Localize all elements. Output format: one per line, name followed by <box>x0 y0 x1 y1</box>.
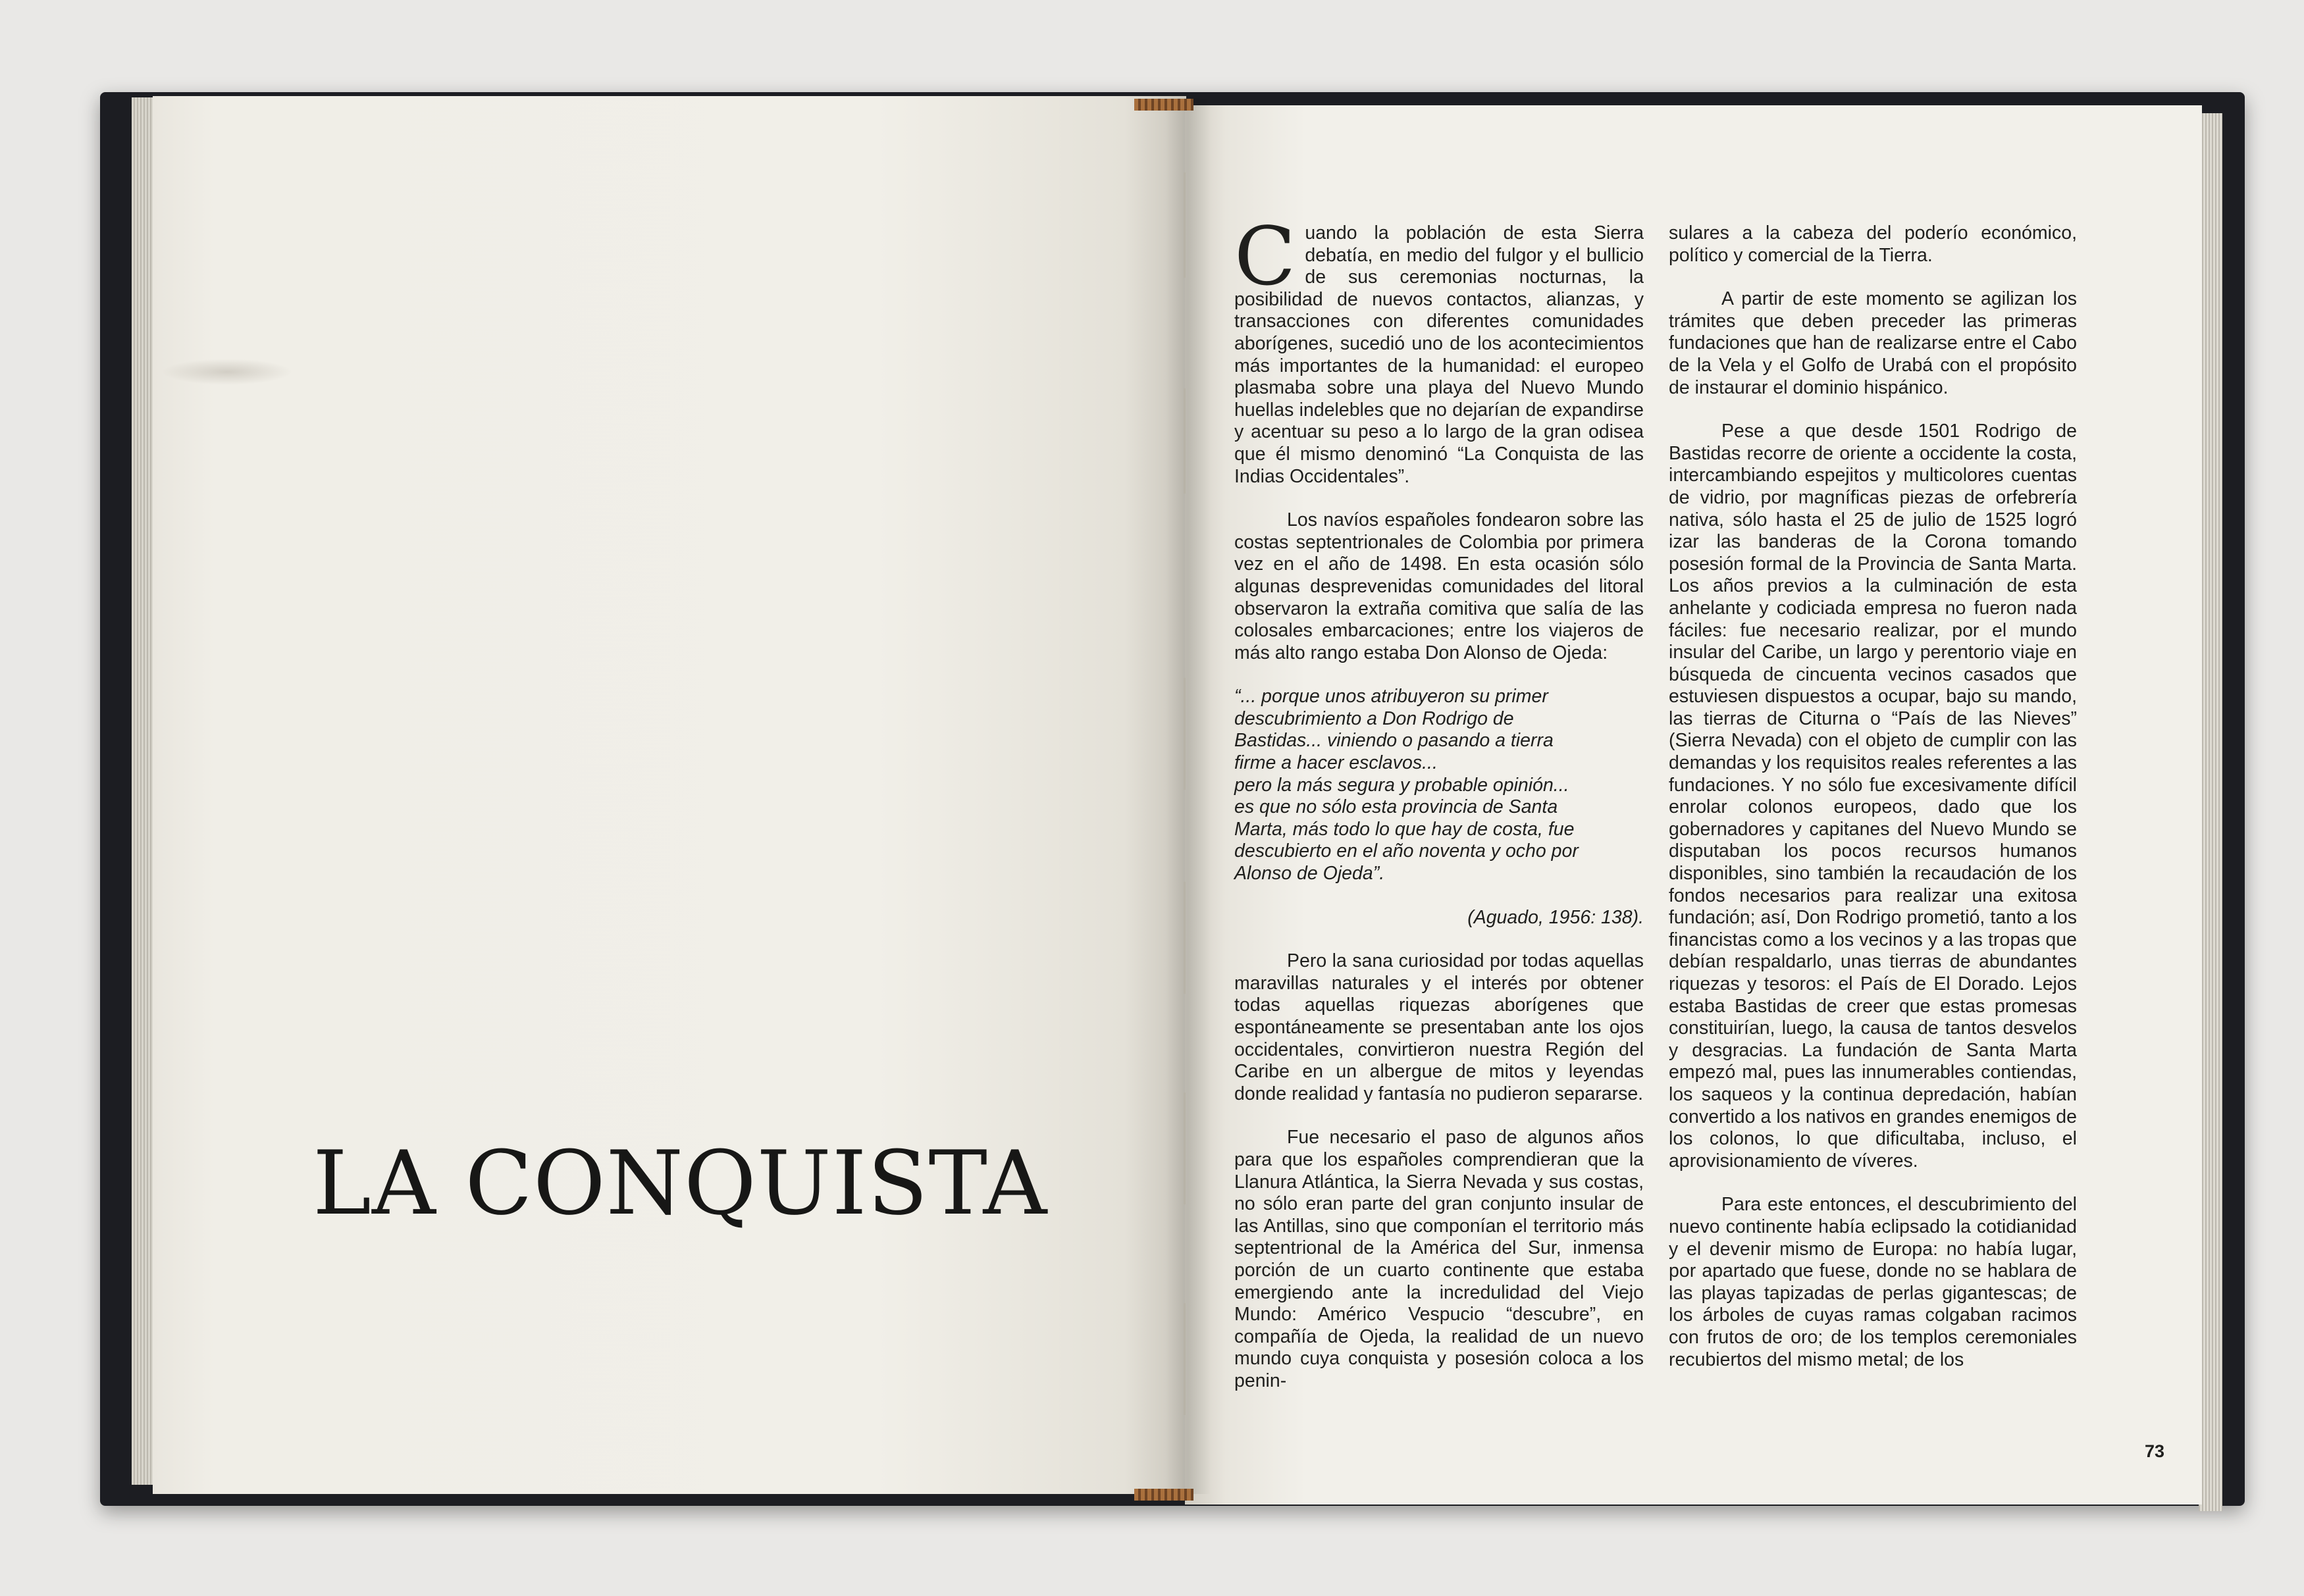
binding-thread <box>1184 172 1186 278</box>
quote-line: descubierto en el año noventa y ocho por <box>1234 840 1579 862</box>
paragraph: Para este entonces, el descubrimiento del nuevo continente había eclipsado la cotidianidad y el devenir mismo de Europa: no había lugar, por apartado que fuese, donde no se hablara de las playas tapizadas de perlas gigantescas; de los árboles de cuyas ramas colgaban racimos con frutos de oro; de los templos ceremoniales recubiertos del mismo metal; de los <box>1669 1194 2077 1370</box>
quote-line: Alonso de Ojeda”. <box>1234 863 1385 885</box>
paragraph: Pero la sana curiosidad por todas aquellas maravillas naturales y el interés por obtener todas aquellas riquezas aborígenes que espontáneamente se presentaban ante los ojos occidentales, convirtieron nuestra Región del Caribe en un albergue de mitos y leyendas donde realidad y fantasía no pudieron separarse. <box>1234 950 1644 1104</box>
quote-line: pero la más segura y probable opinión... <box>1234 774 1569 796</box>
page-smudge <box>161 359 293 385</box>
quote-line: es que no sólo esta provincia de Santa <box>1234 796 1558 818</box>
page-edges-right <box>2199 113 2222 1511</box>
paragraph-text: uando la población de esta Sierra debatía, en medio del fulgor y el bullicio de sus ceremonias nocturnas, la posibilidad de nuevos contactos, alianzas, y transacciones con diferentes comunidades aborígenes, sucedió uno de los acontecimientos más importantes de la humanidad: el europeo plasmaba sobre una playa del Nuevo Mundo huellas indelebles que no dejarían de expandirse y acentuar su peso a lo largo de la gran odisea que él mismo denominó “La Conquista de las Indias Occidentales”. <box>1234 222 1644 487</box>
drop-cap: C <box>1234 210 1296 303</box>
quote-line: Marta, más todo lo que hay de costa, fue <box>1234 818 1575 840</box>
paragraph: Pese a que desde 1501 Rodrigo de Bastidas recorre de oriente a occidente la costa, intercambiando espejitos y multicolores cuentas de vidrio, por magníficas piezas de orfebrería nativa, sólo hasta el 25 de julio de 1525 logró izar las banderas de la Corona tomando posesión formal de la Provincia de Santa Marta. Los años previos a la culminación de esta anhelante y codiciada empresa no fueron nada fáciles: fue necesario realizar, por el mundo insular del Caribe, un largo y perentorio viaje en búsqueda de cincuenta vecinos casados que estuviesen dispuestos a ocupar, bajo su mando, las tierras de Citurna o “País de las Nieves” (Sierra Nevada) con el objeto de cumplir con las demandas y los requisitos reales referentes a las fundaciones. Y no sólo fue excesivamente difícil enrolar colonos europeos, dado que los gobernadores y capitanes del Nuevo Mundo se disputaban los pocos recursos humanos disponibles, sino también la recaudación de los fondos necesarios para realizar una exitosa fundación; así, Don Rodrigo prometió, tanto a los financistas como a los vecinos y a las tropas que debían respaldarlo, unas tierras de abundantes riquezas y tesoros: el País de El Dorado. Lejos estaba Bastidas de creer que estas promesas constituirían, luego, la causa de tantos desvelos y desgracias. La fundación de Santa Marta empezó mal, pues las innumerables contiendas, los saqueos y la continua depredación, habían convertido a los nativos en grandes enemigos de los colonos, lo que dificultaba, incluso, el aprovisionamiento de víveres. <box>1669 421 2077 1171</box>
quote-line: firme a hacer esclavos... <box>1234 752 1438 774</box>
spine-stitching-bottom <box>1134 1489 1193 1501</box>
citation: (Aguado, 1956: 138). <box>1467 906 1644 928</box>
paragraph: A partir de este momento se agilizan los trámites que deben preceder las primeras fundaciones que han de realizarse entre el Cabo de la Vela y el Golfo de Urabá con el propósito de instaurar el dominio hispánico. <box>1669 288 2077 398</box>
spine-stitching-top <box>1134 99 1193 111</box>
gutter-shadow <box>1165 99 1211 1494</box>
binding-thread <box>1184 882 1186 994</box>
text-column-left <box>1234 210 1644 1414</box>
paragraph <box>1234 210 1644 488</box>
quote-line: descubrimiento a Don Rodrigo de <box>1234 708 1514 729</box>
paragraph: Los navíos españoles fondearon sobre las costas septentrionales de Colombia por primera vez en el año de 1498. En esta ocasión sólo algunas desprevenidas comunidades del litoral observaron la extraña comitiva que salía de las colosales embarcaciones; entre los viajeros de más alto rango estaba Don Alonso de Ojeda: <box>1234 509 1644 663</box>
binding-thread <box>1184 388 1186 494</box>
paragraph: sulares a la cabeza del poderío económico, político y comercial de la Tierra. <box>1669 222 2077 266</box>
block-quote <box>1234 686 1644 885</box>
paragraph: Fue necesario el paso de algunos años para que los españoles comprendieran que la Llanura Atlántica, la Sierra Nevada y sus costas, no sólo eran parte del gran conjunto insular de las Antillas, sino que componían el territorio más septentrional de la América del Sur, inmensa porción de un cuarto continente que estaba emergiendo ante la incredulidad del Viejo Mundo: Américo Vespucio “descubre”, en compañía de Ojeda, la realidad de un nuevo mundo cuya conquista y posesión coloca a los penin- <box>1234 1127 1644 1391</box>
text-column-right <box>1669 222 2077 1393</box>
quote-line: “... porque unos atribuyeron su primer <box>1234 686 1548 708</box>
page-number: 73 <box>2145 1441 2165 1461</box>
binding-thread <box>1184 678 1186 790</box>
left-page <box>153 96 1186 1494</box>
binding-thread <box>1184 1093 1186 1204</box>
section-title: LA CONQUISTA <box>313 1132 1048 1235</box>
quote-line: Bastidas... viniendo o pasando a tierra <box>1234 730 1554 752</box>
binding-thread <box>1184 1303 1186 1415</box>
